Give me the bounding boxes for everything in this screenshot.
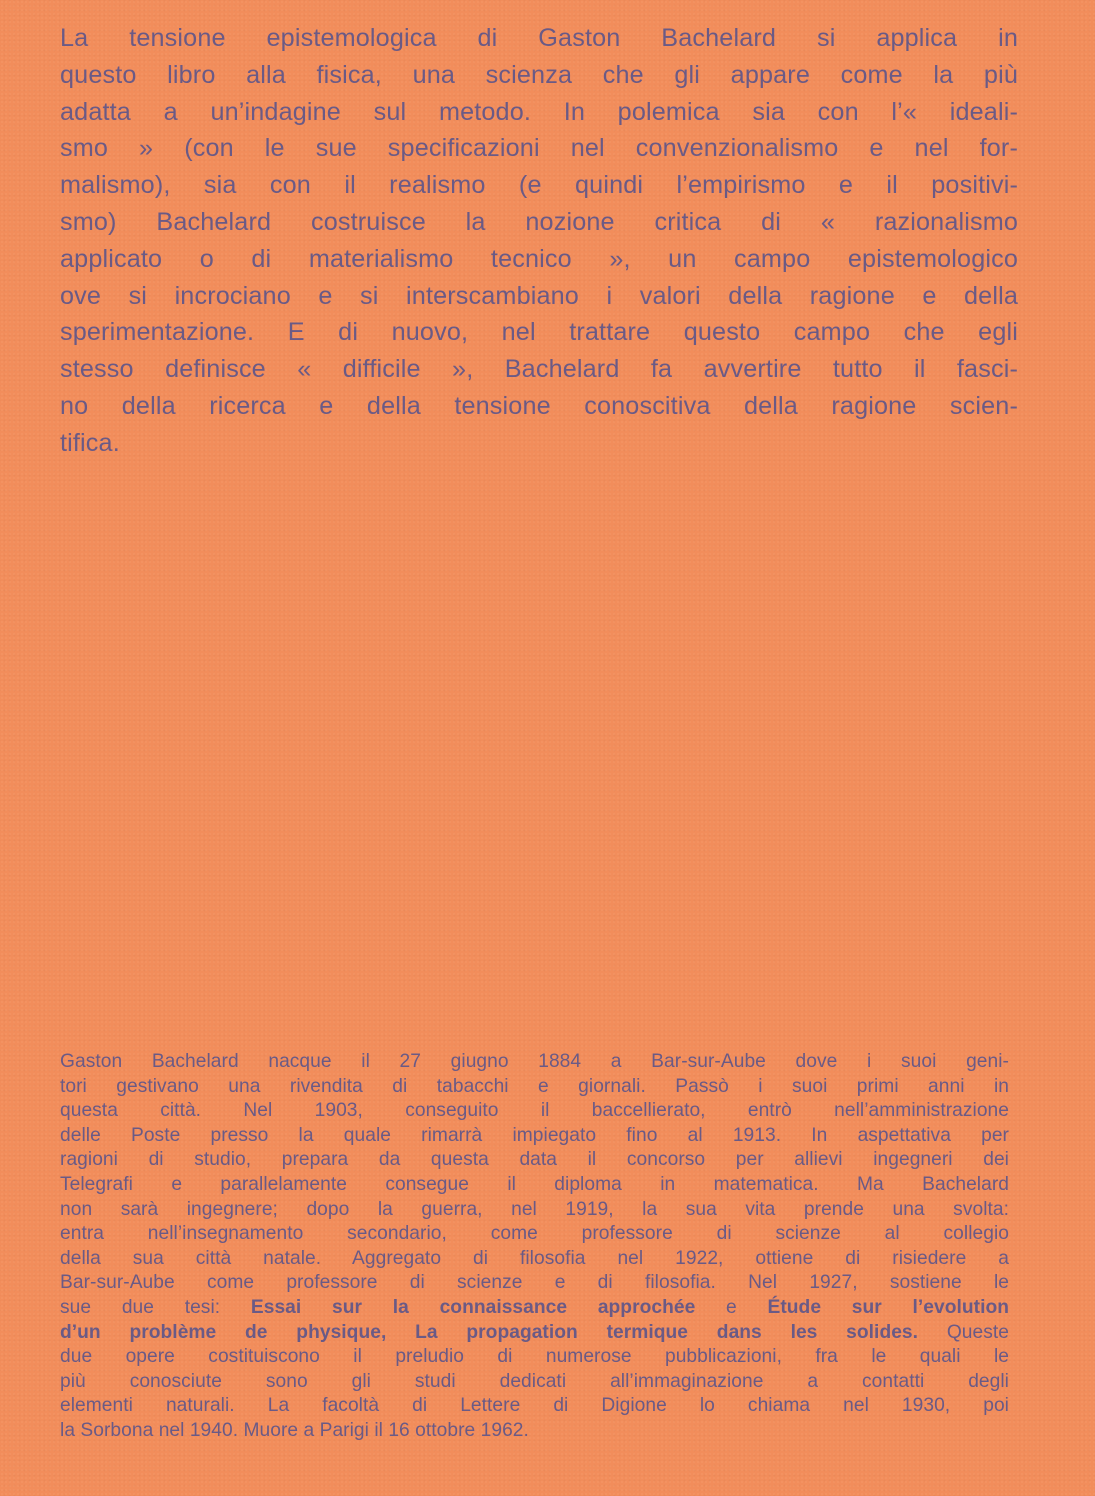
thesis-title-2-start: Étude sur l’evolution — [767, 1296, 1010, 1318]
blurb-line: no della ricerca e della tensione conoscitiva della ragione scien- — [60, 391, 1018, 420]
bio-line-theses-cont — [60, 1321, 1009, 1346]
bio-line: delle Poste presso la quale rimarrà impiegato fino al 1913. In aspettativa per — [60, 1124, 1009, 1146]
blurb-line: La tensione epistemologica di Gaston Bachelard si applica in — [60, 24, 1018, 52]
thesis-title-1: Essai sur la connaissance approchée — [250, 1296, 696, 1318]
blurb-line: questo libro alla fisica, una scienza che gli appare come la più — [60, 60, 1018, 89]
blurb-line: malismo), sia con il realismo (e quindi l’empirismo e il positivi- — [60, 171, 1018, 200]
blurb-line: stesso definisce « difficile », Bachelard fa avvertire tutto il fasci- — [60, 355, 1018, 384]
bio-text: Queste — [918, 1321, 1009, 1343]
blurb-line: sperimentazione. E di nuovo, nel trattare questo campo che egli — [60, 318, 1018, 347]
bio-line: Gaston Bachelard nacque il 27 giugno 1884 a Bar-sur-Aube dove i suoi geni- — [60, 1051, 1009, 1072]
author-biography — [60, 1050, 1009, 1444]
blurb-line: smo) Bachelard costruisce la nozione critica di « razionalismo — [60, 207, 1018, 236]
bio-line: Telegrafi e parallelamente consegue il diploma in matematica. Ma Bachelard — [60, 1173, 1009, 1195]
bio-line: due opere costituiscono il preludio di numerose pubblicazioni, fra le quali le — [60, 1346, 1009, 1368]
blurb-line: tifica. — [60, 428, 120, 457]
blurb-line: ove si incrociano e si interscambiano i valori della ragione e della — [60, 281, 1018, 310]
blurb-line: smo » (con le sue specificazioni nel convenzionalismo e nel for- — [60, 134, 1018, 163]
bio-line: entra nell’insegnamento secondario, come professore di scienze al collegio — [60, 1223, 1009, 1245]
bio-line: più conosciute sono gli studi dedicati all’immaginazione a contatti degli — [60, 1370, 1009, 1392]
blurb-line: adatta a un’indagine sul metodo. In polemica sia con l’« ideali- — [60, 97, 1018, 126]
bio-line: ragioni di studio, prepara da questa data il concorso per allievi ingegneri dei — [60, 1149, 1009, 1171]
blurb-line: applicato o di materialismo tecnico », un campo epistemologico — [60, 244, 1018, 273]
bio-text: e — [695, 1296, 768, 1318]
bio-line: la Sorbona nel 1940. Muore a Parigi il 16 ottobre 1962. — [60, 1419, 529, 1441]
bio-line: questa città. Nel 1903, conseguito il baccellierato, entrò nell’amministrazione — [60, 1100, 1009, 1122]
bio-line: della sua città natale. Aggregato di filosofia nel 1922, ottiene di risiedere a — [60, 1247, 1009, 1269]
thesis-title-2-end: d’un problème de physique, La propagation termique dans les solides. — [60, 1321, 919, 1343]
bio-line: elementi naturali. La facoltà di Lettere di Digione lo chiama nel 1930, poi — [60, 1395, 1009, 1417]
bio-line: non sarà ingegnere; dopo la guerra, nel 1919, la sua vita prende una svolta: — [60, 1198, 1009, 1220]
book-blurb-paragraph — [60, 20, 1018, 462]
bio-line-theses — [60, 1296, 1009, 1321]
bio-line: tori gestivano una rivendita di tabacchi e giornali. Passò i suoi primi anni in — [60, 1075, 1009, 1097]
bio-line: Bar-sur-Aube come professore di scienze e di filosofia. Nel 1927, sostiene le — [60, 1272, 1009, 1294]
bio-text: sue due tesi: — [60, 1296, 251, 1318]
